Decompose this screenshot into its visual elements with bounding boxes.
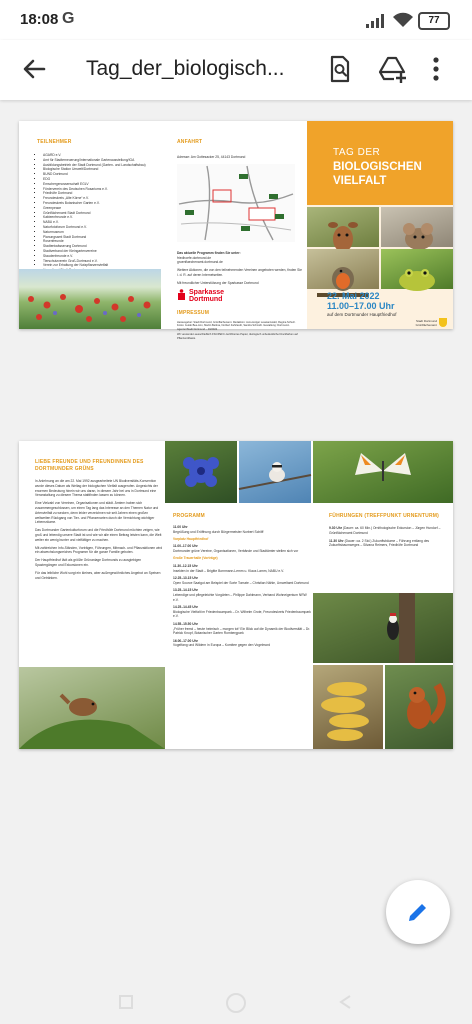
support-text: Mit freundlicher Unterstützung der Sparkasse Dortmund (177, 280, 259, 285)
teilnehmer-item: ▪ AGARD e.V. (43, 153, 157, 158)
event-place: auf dem Dortmunder Hauptfriedhof (327, 312, 397, 317)
frog-photo (381, 249, 453, 289)
title-line-2: VIELFALT (333, 175, 387, 187)
system-nav-bar (0, 982, 472, 1024)
programm-item (173, 639, 313, 649)
title-banner (307, 121, 453, 205)
pdf-page-1 (19, 121, 453, 340)
city-department: Grünflächenamt (415, 322, 437, 327)
greeting-paragraph: Für das leibliche Wohl sorgt ein kleines, aber außergewöhnliches Angebot an Speisen und Getränken. (35, 570, 161, 580)
teilnehmer-item: ▪ Naturfotoforum Dortmund e.V. (43, 225, 157, 230)
signal-icon (366, 14, 386, 28)
home-icon[interactable] (225, 992, 247, 1014)
fuehrungen-list (329, 526, 449, 548)
more-options-icon[interactable] (430, 54, 442, 84)
fuehrung-text: (Dauer: ca. 60 Min.) Ornithologische Exkursion – Jürgen Hundorf – Grünflächenamt Dortmund (329, 526, 441, 535)
fuehrung-time: 11.30 Uhr (329, 538, 345, 543)
poppy-meadow-photo (19, 269, 161, 329)
greeting-paragraph: Das Dortmunder Gartenkulturforum und die Friedhöfe Dortmund möchten zeigen, wie groß und lebendig unsere Stadt ist und wie wir alle einen Beitrag leisten kann, die Welt weiter ein wenig bunter und vielfältiger zu machen. (35, 528, 162, 542)
programm-text: Dortmunder grüne Vereine, Organisationen, Verbände und Stadtämter stellen sich vor (173, 549, 299, 554)
teilnehmer-item: ▪ EDG (43, 177, 157, 182)
greeting-paragraph: Mit zahlreichen Info-Ständen, Vorträgen, Führungen, Mitmach- und Pflanzaktionen wird ein abwechslungsreiches Programm für die ganze Familie geboten. (35, 545, 163, 555)
add-to-drive-icon[interactable] (378, 54, 408, 84)
edit-fab-button[interactable] (386, 880, 450, 944)
programm-item (173, 544, 313, 554)
app-bar (0, 40, 472, 100)
greeting-section (35, 459, 163, 583)
nav-back-icon[interactable] (338, 994, 352, 1010)
teilnehmer-item: ▪ Verein zur Erhaltung der Nutzpflanzenvielfalt (43, 263, 157, 268)
programm-item (173, 556, 313, 561)
program-info-heading: Das aktuelle Programm finden Sie unter: (177, 250, 241, 255)
date-wrap (327, 291, 451, 317)
teilnehmer-item: ▪ Staudenfreunde e.V. (43, 254, 157, 259)
fuehrung-time: 9.30 Uhr (329, 526, 343, 530)
programm-text: Vogelfang und Wildern in Europa – Komitee gegen den Vogelmord (173, 643, 271, 648)
programm-text: „Früher fremd – heute heimisch – morgen tot“ Ein Blick auf die Dynamik der Biodiversität – Dr. Patrick Knopf, Botanischer Garten Rombergpark (173, 626, 311, 636)
greeting-paragraph: In Anlehnung an die am 22. Mai 1992 ausgearbeitete UN Biodiversitäts-Konvention wurde dieses Datum als Weltag der biologischen Vielfalt ausgerufen. Angesichts der enormen Bedeutung hinein wir uns daran, in diesem Jahr bei uns in Dortmund eine Veranstaltung zu diesem Thema stattfinden lassen zu können. (35, 479, 158, 498)
programm-section (173, 513, 313, 651)
wren-photo (19, 667, 165, 749)
greeting-paragraph: Der Hauptfriedhof lädt als größte Grünanlage Dortmunds zu ausgiebigen Spaziergängen und Exkursionen ein. (35, 558, 142, 567)
fuehrungen-heading: FÜHRUNGEN (TREFFPUNKT URNENTURM) (329, 513, 440, 519)
impressum-text: Herausgeber: Stadt Dortmund, Grünflächenamt. Redaktion: Jens-Holger Lesetanzwald, Regina Schulz. Fotos: Guido Bee-Ann, Martin Bettina, Norbert Fahrlandt, Sandra Schmidt. Gestaltung: Dortmund-Agentur/Stadt Dortmund – 04/2022 (177, 320, 296, 331)
impressum-print: Wir verwenden ausschließlich FSC/PEFC-zertifiziertes Papier, ökologisch unbedenkliche Druckfarben auf Pflanzenölbasis. (177, 333, 298, 340)
teilnehmer-list (37, 153, 157, 283)
deer-photo (307, 207, 379, 247)
impressum-heading: IMPRESSUM (177, 309, 210, 316)
dortmund-eagle-icon (439, 318, 447, 327)
back-arrow-icon[interactable] (20, 55, 48, 83)
document-title: Tag_der_biologisch... (86, 57, 285, 80)
programm-item (173, 537, 313, 542)
programm-text: Biologische Vielfalt im Friedenbaumpark – Dr. Wilhelm Grote, Freundeskreis Friedenbaumpark e.V. (173, 609, 311, 619)
programm-time: 12.25–13.15 Uhr (173, 575, 198, 580)
route-map (177, 164, 295, 242)
greeting-text (35, 479, 163, 580)
teilnehmer-item: ▪ Emschergenossenschaft EGLV (43, 182, 157, 187)
fuehrung-item (329, 539, 449, 549)
city-name: Stadt Dortmund (415, 318, 437, 323)
teilnehmer-item: ▪ Naturmuseum (43, 230, 157, 235)
programm-time: 11.30–12.15 Uhr (173, 563, 198, 568)
teilnehmer-item: ▪ Freundeskreis Botanischer Garten e.V. (43, 201, 157, 206)
teilnehmer-item: ▪ Greenpeace (43, 206, 157, 211)
pdf-page-2 (19, 441, 453, 749)
programm-item (173, 564, 313, 574)
programm-item (173, 605, 313, 619)
teilnehmer-item: ▪ Planungsamt Stadt Dortmund (43, 235, 157, 240)
programm-item (173, 525, 313, 535)
fuehrungen-section (329, 513, 449, 551)
program-info-urls[interactable]: friedhoefe.dortmund.de gruenflaechenamt.dortmund.de (177, 255, 223, 265)
teilnehmer-heading: TEILNEHMER (37, 139, 72, 145)
greeting-heading: LIEBE FREUNDE UND FREUNDINNEN DES DORTMUNDER GRÜNS (35, 459, 144, 472)
title-small: TAG DER (333, 147, 381, 158)
google-icon: G (62, 10, 75, 27)
battery-icon: 77 (418, 12, 450, 30)
programm-time: 14.25–14.45 Uhr (173, 604, 198, 609)
programm-time: Große Trauerhalle (Vorträge) (173, 556, 218, 561)
programm-list (173, 525, 313, 648)
search-in-document-icon[interactable] (324, 54, 354, 84)
programm-text: Open Source Saatgut am Beispiel der Sorte Tomate – Christian Nähle, Umweltamt Dortmund (173, 580, 309, 585)
teilnehmer-item: ▪ Rosenfreunde (43, 239, 157, 244)
programm-item (173, 588, 313, 602)
title-line-1: BIOLOGISCHEN (333, 161, 422, 173)
robin-photo (307, 249, 379, 289)
teilnehmer-item: ▪ Grünflächenamt Stadt Dortmund (43, 211, 157, 216)
programm-text: Insekten in der Stadt – Brigitte Bornmann-Lemm u. Klaus Lamm, NABU e.V. (173, 568, 284, 573)
programm-text: Lebendige und pflegeleichte Vorgärten – Philippe Dahlmann, Verband Wohneigentum NRW e.V. (173, 592, 307, 602)
anfahrt-address: Adresse: Am Gottesacker 25, 44143 Dortmund (177, 155, 246, 159)
fuehrung-text: (Dauer: ca. 2 Std.) Zukunftsbäume – Führung entlang des Zukunftsbaumweges – Silvana Reimers, Friedhöfe Dortmund (329, 538, 430, 548)
teilnehmer-item: ▪ Tierschutzverein Groß-Dortmund e.V. (43, 259, 157, 264)
sparkasse-name: Sparkasse (189, 288, 225, 296)
programm-time: 16.00–17.00 Uhr (173, 638, 198, 643)
teilnehmer-item: ▪ Biologische Station Umwelt/Dortmund (43, 167, 157, 172)
programm-time: 11.00 Uhr (173, 525, 188, 529)
squirrel-photo (385, 665, 453, 749)
teilnehmer-item: ▪ Förderverein des Deutschen Rosariums e.V. (43, 187, 157, 192)
program-info-more: Weitere Aktionen, die von den teilnehmenden Vereinen angeboten werden, finden Sie i. d. R. auf deren Internetseiten. (177, 268, 302, 277)
programm-time: 11.00–17.00 Uhr (173, 544, 198, 549)
cornflower-photo (165, 441, 237, 503)
programm-heading: PROGRAMM (173, 513, 205, 519)
programm-time: Vorplatz Hauptfriedhof (173, 537, 209, 542)
teilnehmer-item: ▪ Stadtentwässerung Dortmund (43, 244, 157, 249)
butterfly-photo (313, 441, 453, 503)
teilnehmer-section (37, 139, 157, 283)
teilnehmer-item: ▪ Ausbildungsbetrieb der Stadt Dortmund (Garten- und Landschaftsbau) (43, 163, 157, 168)
programm-item (173, 576, 313, 586)
programm-text: Begrüßung und Eröffnung durch Bürgermeister Norbert Schilff (173, 529, 264, 534)
teilnehmer-item: ▪ NABU e.V. (43, 220, 157, 225)
clock: 18:08 (20, 11, 59, 28)
city-logo (416, 318, 447, 327)
woodpecker-photo (313, 593, 453, 663)
wifi-icon (392, 12, 414, 28)
recent-apps-icon[interactable] (118, 994, 134, 1010)
programm-time: 13.25–14.15 Uhr (173, 587, 198, 592)
teilnehmer-item: ▪ Amt für Stadterneuerung/Internationale Gartenausstellung/IGA (43, 158, 157, 163)
event-time: 11.00–17.00 Uhr (327, 301, 395, 311)
mushroom-photo (313, 665, 383, 749)
event-date: 22. Mai 2022 (327, 291, 380, 301)
teilnehmer-item: ▪ Stadtverband der Kleingartenvereine (43, 249, 157, 254)
tit-bird-photo (239, 441, 311, 503)
programm-item (173, 622, 313, 636)
title-panel (307, 121, 453, 329)
greeting-paragraph: Eine Vielzahl von Vereinen, Organisationen und städt. Ämtern haben sich zusammengeschlossen, um einen Tag lang das Interesse an den Themen Natur und Artenvielfalt zu wecken, denn leider verzeichnen wir seit Jahren einen großen weltweiten Rückgang von Tier- und Pflanzenarten durch die Vernichtung wichtiger Lebensräume. (35, 501, 159, 525)
teilnehmer-item: ▪ Freundeskreis „Alte Körne“ e.V. (43, 196, 157, 201)
sparkasse-city: Dortmund (189, 295, 223, 303)
sparkasse-icon (177, 289, 186, 300)
teilnehmer-item: ▪ Friedhöfe Dortmund (43, 191, 157, 196)
mouse-photo (381, 207, 453, 247)
anfahrt-heading: ANFAHRT (177, 139, 203, 145)
status-bar (0, 0, 472, 40)
pencil-icon (406, 900, 430, 924)
anfahrt-section (177, 139, 303, 341)
sparkasse-logo (177, 289, 303, 303)
teilnehmer-item: ▪ Kakteenfreunde e.V. (43, 215, 157, 220)
fuehrung-item (329, 526, 449, 536)
programm-time: 14.55–15.50 Uhr (173, 621, 198, 626)
teilnehmer-item: ▪ BUND Dortmund (43, 172, 157, 177)
